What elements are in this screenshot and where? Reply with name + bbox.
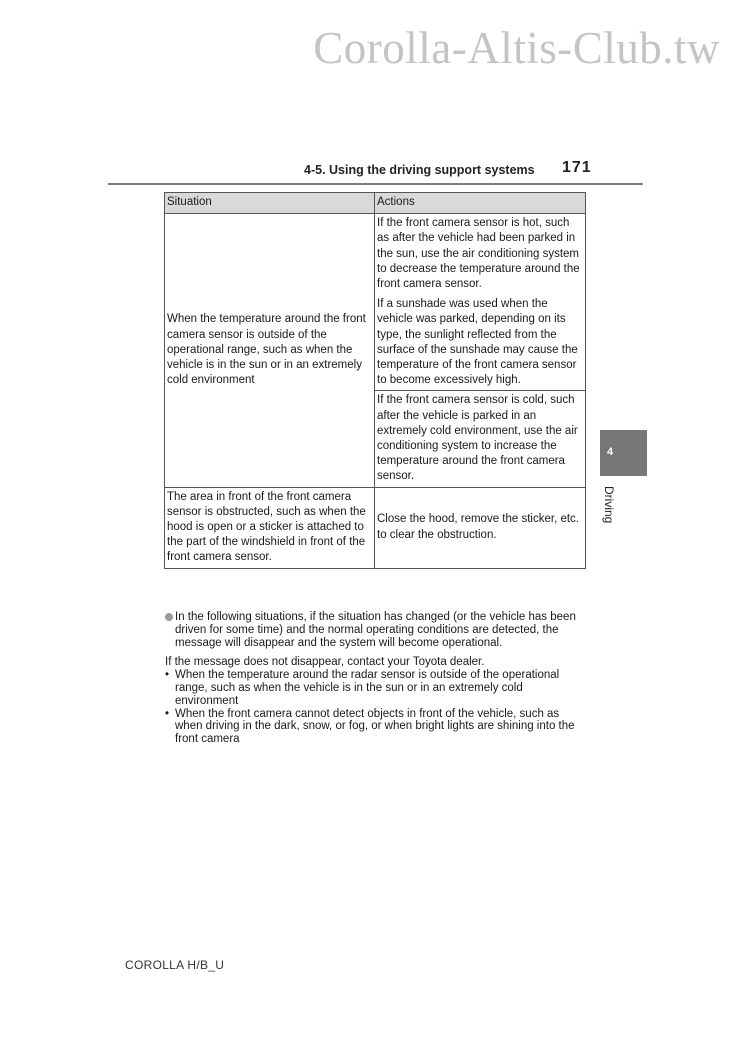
chapter-label: Driving	[602, 486, 616, 524]
action-text: If the front camera sensor is hot, such as after the vehicle had been parked in the sun, use the air conditioning system to decrease the temperature around the front camera sensor.	[377, 217, 580, 291]
footer-model-code: COROLLA H/B_U	[125, 958, 225, 972]
page-number: 171	[562, 159, 592, 176]
list-item	[165, 669, 585, 707]
situation-cell: When the temperature around the front camera sensor is outside of the operational range, such as when the vehicle is in the sun or in an extremely cold environment	[165, 214, 375, 487]
action-text: If a sunshade was used when the vehicle was parked, depending on its type, the sunlight reflected from the surface of the sunshade may cause the temperature of the front camera sensor to become excessively high.	[377, 298, 578, 387]
list-item-text: When the front camera cannot detect objects in front of the vehicle, such as when driving in the dark, snow, or fog, or when bright lights are shining into the front camera	[175, 707, 575, 746]
dealer-text: If the message does not disappear, contact your Toyota dealer.	[165, 656, 485, 669]
notes-section	[165, 611, 585, 746]
note-bullet	[165, 611, 585, 649]
action-text: If the front camera sensor is cold, such after the vehicle is parked in an extremely cold environment, use the air conditioning system to increase the temperature around the front camera sensor.	[377, 394, 578, 483]
header-situation: Situation	[165, 193, 375, 214]
list-marker: •	[165, 707, 170, 720]
list-item	[165, 708, 585, 746]
situation-cell: The area in front of the front camera sensor is obstructed, such as when the hood is open or a sticker is attached to the part of the windshield in front of the front camera sensor.	[165, 487, 375, 568]
list-item-text: When the temperature around the radar sensor is outside of the operational range, such as when the vehicle is in the sun or in an extremely cold environment	[175, 669, 560, 707]
actions-cell	[375, 214, 586, 391]
action-text: Close the hood, remove the sticker, etc. to clear the obstruction.	[377, 513, 579, 541]
section-title: 4-5. Using the driving support systems	[304, 163, 535, 177]
note-text: In the following situations, if the situation has changed (or the vehicle has been driven for some time) and the normal operating conditions are detected, the message will disappear and the system will become operational.	[175, 611, 576, 649]
table-row	[165, 487, 586, 568]
header-rule	[108, 183, 643, 185]
bullet-dot-icon	[165, 613, 173, 621]
chapter-tab	[600, 430, 647, 476]
chapter-number: 4	[607, 446, 614, 458]
actions-cell	[375, 391, 586, 487]
header-actions: Actions	[375, 193, 586, 214]
watermark: Corolla-Altis-Club.tw	[313, 23, 720, 73]
table-row	[165, 214, 586, 391]
actions-cell	[375, 487, 586, 568]
list-marker: •	[165, 669, 170, 682]
table-header-row	[165, 193, 586, 214]
situation-table	[164, 192, 586, 569]
